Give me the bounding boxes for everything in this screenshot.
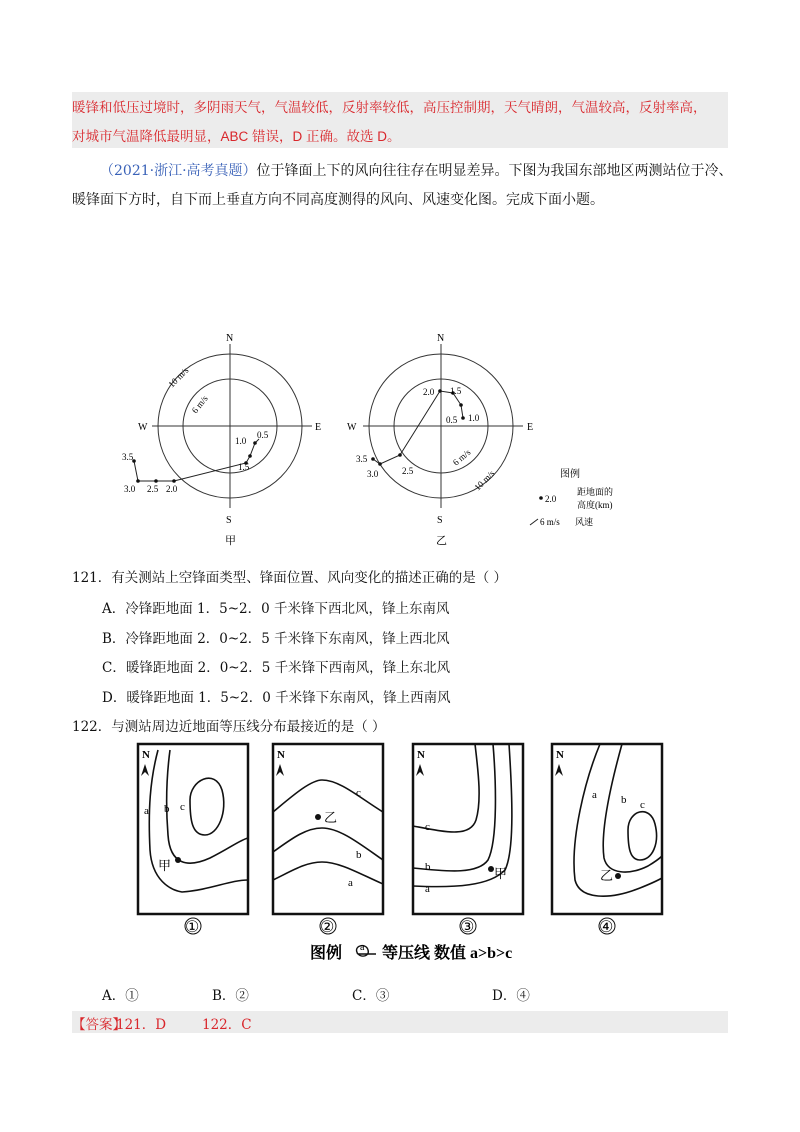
explanation-line-1: 暖锋和低压过境时，多阴雨天气，气温较低，反射率较低，高压控制期，天气晴朗，气温较高，反射率高， <box>72 100 707 115</box>
ring-label-10: 10 m/s <box>166 365 191 390</box>
label-2.0: 2.0 <box>423 387 435 397</box>
q122-option-a[interactable]: A．① <box>102 988 139 1004</box>
dir-e: E <box>527 422 534 433</box>
wind-legend <box>530 467 613 527</box>
line-c: c <box>425 821 430 833</box>
point-1.0 <box>459 403 463 407</box>
intro-text-1: 位于锋面上下的风向往往存在明显差异。下图为我国东部地区两测站位于冷、 <box>256 163 733 179</box>
dir-s: S <box>226 515 232 526</box>
north-label: N <box>417 749 425 761</box>
station-name: 乙 <box>600 868 614 883</box>
dir-e: E <box>315 422 322 433</box>
q121-option-c[interactable]: C．暖锋距地面 2．0~2．5 千米锋下西南风，锋上东北风 <box>102 660 451 676</box>
question-intro-line-2: 暖锋面下方时，自下而上垂直方向不同高度测得的风向、风速变化图。完成下面小题。 <box>72 192 604 208</box>
label-2.0: 2.0 <box>166 484 178 494</box>
q121-option-b[interactable]: B．冷锋距地面 2．0~2．5 千米锋下东南风，锋上西北风 <box>102 631 450 647</box>
label-3.5: 3.5 <box>356 454 368 464</box>
label-3.0: 3.0 <box>367 469 379 479</box>
answer-122: 122．C <box>202 1017 252 1033</box>
station-dot <box>615 873 621 879</box>
isobar-legend-title: 图例 <box>310 945 343 962</box>
station-name: 甲 <box>494 866 508 881</box>
answer-tag: 【答案】 <box>72 1017 126 1033</box>
station-name: 甲 <box>158 858 172 873</box>
q122-option-d[interactable]: D．④ <box>492 988 530 1004</box>
station-dot <box>315 814 321 820</box>
map-num: ③ <box>460 919 475 936</box>
isobar-map-3 <box>413 744 523 936</box>
dir-s: S <box>437 515 443 526</box>
q121-option-a[interactable]: A．冷锋距地面 1．5~2．0 千米锋下西北风，锋上东南风 <box>102 601 450 617</box>
question-source: （2021·浙江·高考真题） <box>100 163 257 179</box>
line-b: b <box>621 794 627 806</box>
map-frame <box>552 744 662 914</box>
north-label: N <box>556 749 564 761</box>
isobar-legend-sample: a <box>360 942 365 953</box>
label-0.5: 0.5 <box>446 415 458 425</box>
line-c: c <box>640 799 645 811</box>
line-a: a <box>425 883 430 895</box>
ring-label-6: 6 m/s <box>189 393 210 416</box>
line-a: a <box>348 877 353 889</box>
q121-option-d[interactable]: D．暖锋距地面 1．5~2．0 千米锋下东南风，锋上西南风 <box>102 690 451 706</box>
point-2.5 <box>398 453 402 457</box>
map-num: ② <box>320 919 335 936</box>
label-1.5: 1.5 <box>238 462 250 472</box>
station-jia-chart <box>122 333 321 547</box>
line-b: b <box>356 849 362 861</box>
dir-n: N <box>226 333 234 344</box>
point-0.5 <box>461 416 465 420</box>
north-label: N <box>142 749 150 761</box>
legend-point-desc-1: 距地面的 <box>577 487 614 497</box>
q122-option-b[interactable]: B．② <box>212 988 249 1004</box>
q122-option-c[interactable]: C．③ <box>352 988 390 1004</box>
q121-stem: 121．有关测站上空锋面类型、锋面位置、风向变化的描述正确的是（ ） <box>72 570 508 586</box>
question-intro-line-1 <box>100 160 733 180</box>
line-b: b <box>164 803 170 815</box>
label-2.5: 2.5 <box>402 466 414 476</box>
label-2.5: 2.5 <box>147 484 159 494</box>
point-0.5 <box>253 441 257 445</box>
legend-speed-desc: 风速 <box>575 517 594 527</box>
dir-w: W <box>138 422 148 433</box>
map-num: ④ <box>599 919 614 936</box>
label-3.0: 3.0 <box>124 484 136 494</box>
ring-label-6: 6 m/s <box>450 447 473 468</box>
station-dot <box>175 857 181 863</box>
point-3.0 <box>378 462 382 466</box>
q122-stem: 122．与测站周边近地面等压线分布最接近的是（ ） <box>72 719 386 735</box>
line-c: c <box>356 787 361 799</box>
label-3.5: 3.5 <box>122 452 134 462</box>
station-jia-caption: 甲 <box>225 535 236 547</box>
legend-point-value: 2.0 <box>545 494 557 504</box>
answer-121: 121．D <box>116 1017 167 1033</box>
station-yi-caption: 乙 <box>436 535 447 547</box>
line-a: a <box>592 789 597 801</box>
legend-speed-value: 6 m/s <box>540 517 560 527</box>
legend-title: 图例 <box>560 469 580 480</box>
isobar-map-4 <box>552 744 662 936</box>
line-b: b <box>425 861 431 873</box>
isobar-maps-figure <box>0 740 800 970</box>
line-c: c <box>180 801 185 813</box>
dir-n: N <box>437 333 445 344</box>
wind-vector-figure <box>0 316 800 556</box>
legend-speed-line <box>530 519 538 525</box>
ring-label-10: 10 m/s <box>472 468 497 493</box>
isobar-map-2 <box>273 744 383 936</box>
station-name: 乙 <box>324 810 338 825</box>
station-yi-chart <box>347 333 533 547</box>
point-2.5 <box>154 479 158 483</box>
map-num: ① <box>185 919 200 936</box>
line-a: a <box>144 805 149 817</box>
point-2.0 <box>438 389 442 393</box>
wind-track <box>373 391 463 464</box>
legend-point-desc-2: 高度(km) <box>577 500 613 510</box>
label-1.0: 1.0 <box>468 413 480 423</box>
point-3.5 <box>371 457 375 461</box>
isobar-legend <box>310 942 512 962</box>
label-1.0: 1.0 <box>235 436 247 446</box>
isobar-map-1 <box>138 744 248 936</box>
label-1.5: 1.5 <box>450 386 462 396</box>
explanation-line-2: 对城市气温降低最明显，ABC 错误，D 正确。故选 D。 <box>72 129 401 144</box>
dir-w: W <box>347 422 357 433</box>
label-0.5: 0.5 <box>257 430 269 440</box>
point-2.0 <box>172 479 176 483</box>
north-label: N <box>277 749 285 761</box>
isobar-legend-text: 等压线 数值 a>b>c <box>382 945 513 962</box>
point-3.0 <box>136 479 140 483</box>
answer-bar <box>72 1011 728 1033</box>
legend-point-dot <box>539 496 543 500</box>
point-1.0 <box>248 454 252 458</box>
